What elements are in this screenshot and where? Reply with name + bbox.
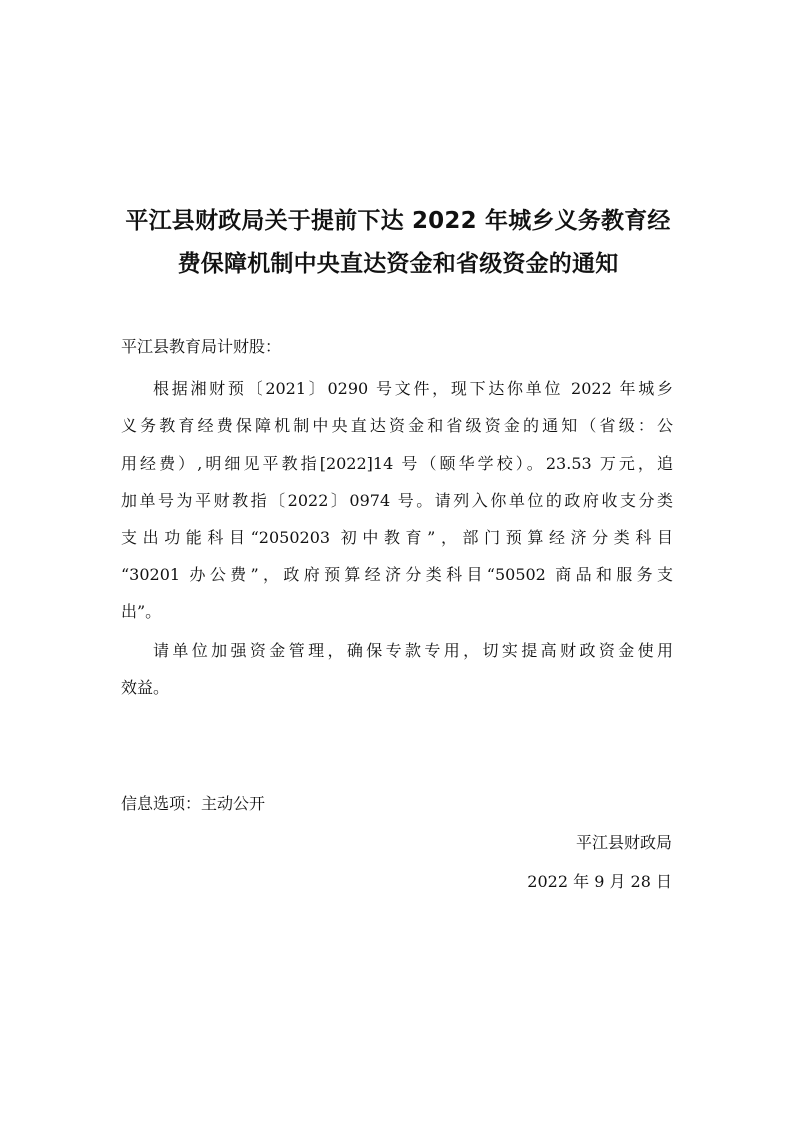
paragraph2-line: 效益。	[121, 678, 170, 697]
info-option: 信息选项：主动公开	[121, 794, 266, 813]
paragraph1-line: 义务教育经费保障机制中央直达资金和省级资金的通知（省级：公	[121, 416, 673, 435]
paragraph1-line: 加单号为平财教指〔2022〕0974 号。请列入你单位的政府收支分类	[121, 491, 673, 510]
issuer-signature: 平江县财政局	[575, 833, 672, 852]
salutation: 平江县教育局计财股：	[121, 337, 282, 356]
paragraph1-line: 用经费）,明细见平教指[2022]14 号（颐华学校）。23.53 万元，追	[121, 454, 673, 473]
paragraph1-line: 根据湘财预〔2021〕0290 号文件，现下达你单位 2022 年城乡	[153, 379, 673, 398]
document-title-line-1: 平江县财政局关于提前下达 2022 年城乡义务教育经	[125, 208, 671, 234]
document-title-line-2: 费保障机制中央直达资金和省级资金的通知	[177, 251, 619, 277]
paragraph1-line: 出”。	[121, 602, 162, 621]
paragraph1-line: 支出功能科目“2050203 初中教育”，部门预算经济分类科目	[121, 528, 673, 547]
paragraph2-line: 请单位加强资金管理，确保专款专用，切实提高财政资金使用	[153, 641, 673, 660]
issue-date: 2022 年 9 月 28 日	[527, 872, 672, 891]
paragraph1-line: “30201 办公费”，政府预算经济分类科目“50502 商品和服务支	[121, 565, 673, 584]
